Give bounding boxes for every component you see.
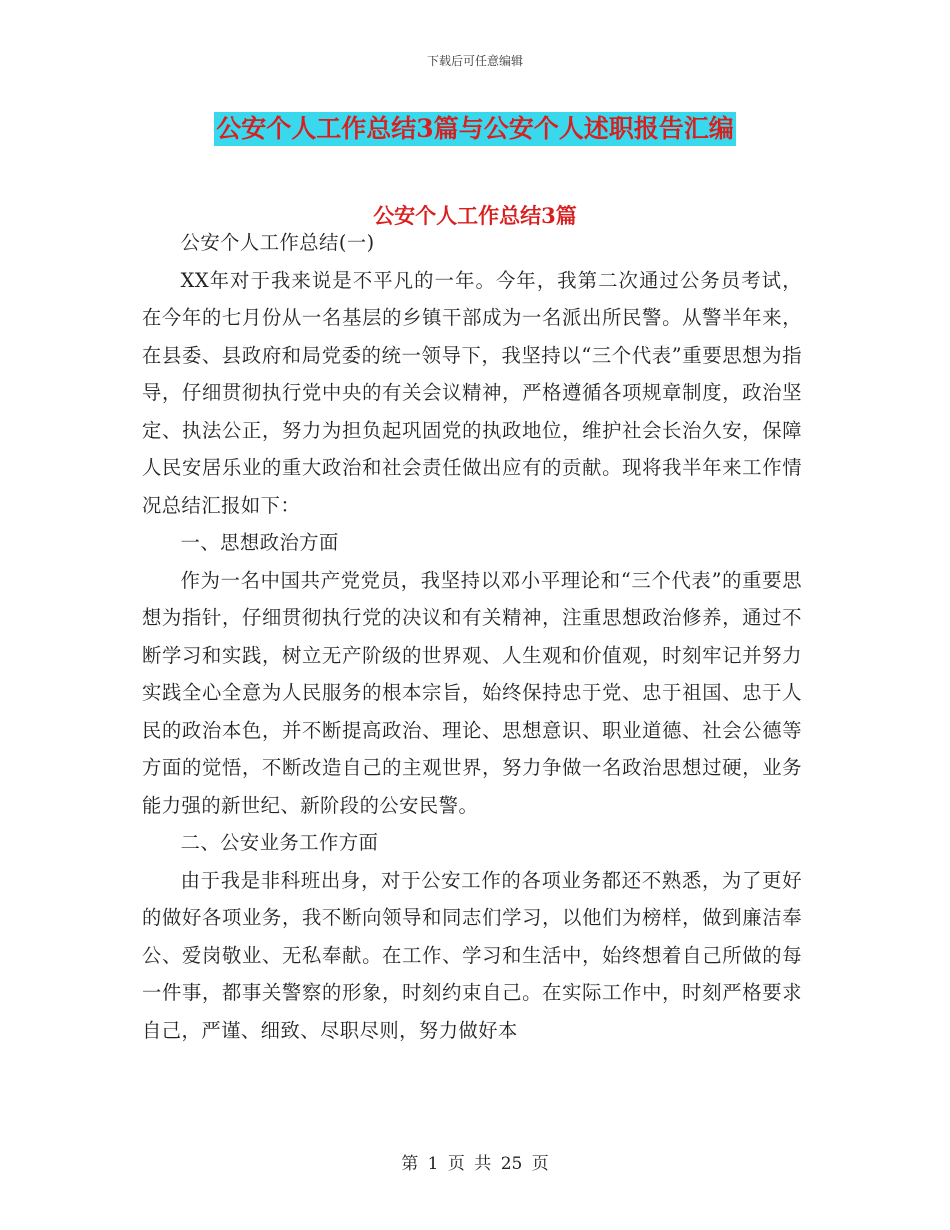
document-title-container	[0, 112, 950, 146]
body-paragraph: 作为一名中国共产党党员，我坚持以邓小平理论和“三个代表”的重要思想为指针，仔细贯彻执行党的决议和有关精神，注重思想政治修养，通过不断学习和实践，树立无产阶级的世界观、人生观和价值观，时刻牢记并努力实践全心全意为人民服务的根本宗旨，始终保持忠于党、忠于祖国、忠于人民的政治本色，并不断提高政治、理论、思想意识、职业道德、社会公德等方面的觉悟，不断改造自己的主观世界，努力争做一名政治思想过硬，业务能力强的新世纪、新阶段的公安民警。	[142, 568, 802, 817]
page-header-note: 下载后可任意编辑	[426, 54, 523, 68]
body-paragraph: 由于我是非科班出身，对于公安工作的各项业务都还不熟悉，为了更好的做好各项业务，我不断向领导和同志们学习，以他们为榜样，做到廉洁奉公、爱岗敬业、无私奉献。在工作、学习和生活中，始终想着自己所做的每一件事，都事关警察的形象，时刻约束自己。在实际工作中，时刻严格要求自己，严谨、细致、尽职尽则，努力做好本	[142, 868, 802, 1042]
document-title: 公安个人工作总结3篇与公安个人述职报告汇编	[214, 112, 735, 146]
body-paragraph: XX年对于我来说是不平凡的一年。今年，我第二次通过公务员考试，在今年的七月份从一名基层的乡镇干部成为一名派出所民警。从警半年来，在县委、县政府和局党委的统一领导下，我坚持以“三个代表”重要思想为指导，仔细贯彻执行党中央的有关会议精神，严格遵循各项规章制度，政治坚定、执法公正，努力为担负起巩固党的执政地位，维护社会长治久安，保障人民安居乐业的重大政治和社会责任做出应有的贡献。现将我半年来工作情况总结汇报如下：	[142, 268, 802, 517]
page-number-footer: 第 1 页 共 25 页	[401, 1154, 549, 1174]
section-heading: 公安个人工作总结(一)	[180, 231, 375, 254]
document-subtitle: 公安个人工作总结3篇	[373, 203, 577, 228]
document-body	[142, 224, 802, 1049]
section-heading: 二、公安业务工作方面	[180, 831, 379, 854]
section-heading: 一、思想政治方面	[180, 531, 339, 554]
